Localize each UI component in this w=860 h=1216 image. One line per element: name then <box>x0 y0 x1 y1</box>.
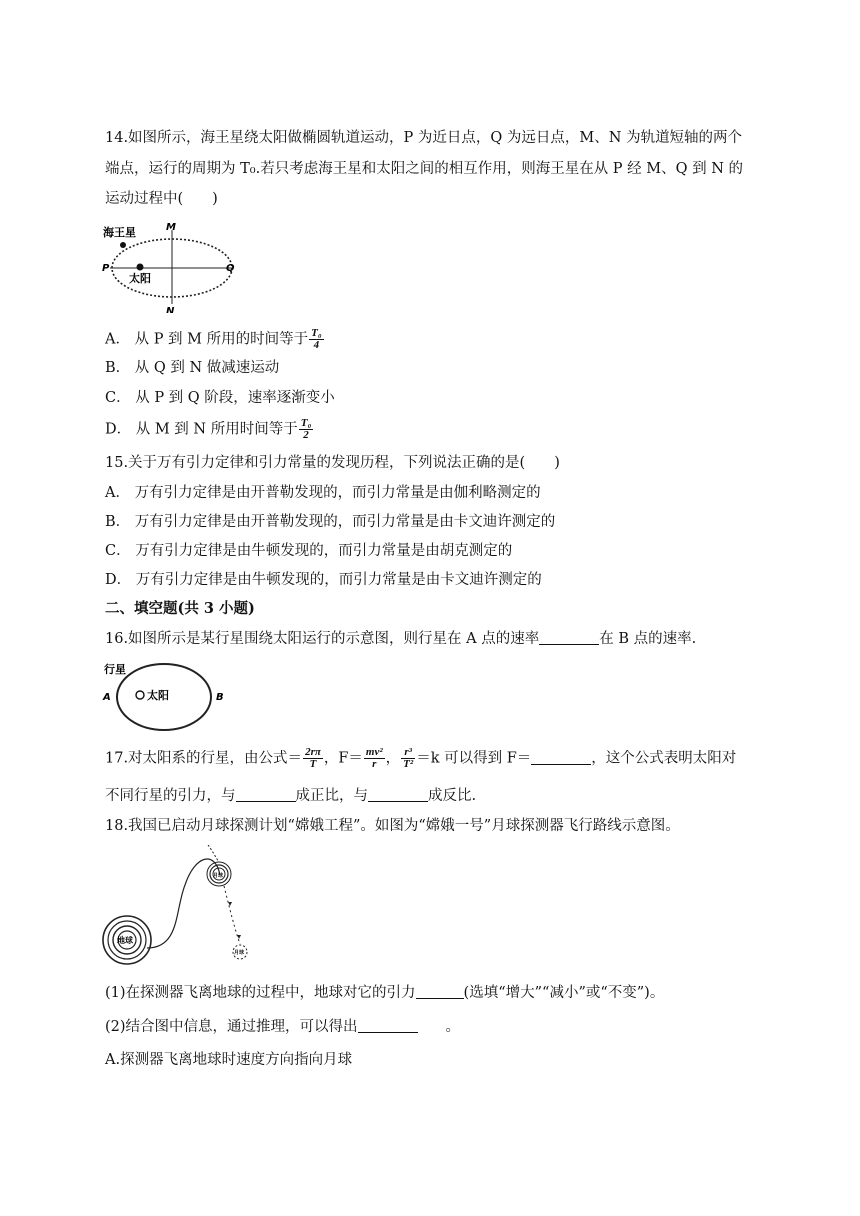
fraction-mv2-r: $\frac{\text{mv²}}{r}$ <box>365 746 383 770</box>
label-B: B <box>216 692 224 703</box>
q15-option-b[interactable]: B． 万有引力定律是由开普勒发现的，而引力常量是由卡文迪许测定的 <box>105 514 556 530</box>
q17-blank-1[interactable] <box>531 750 591 765</box>
q18-option-a[interactable]: A.探测器飞离地球时速度方向指向月球 <box>105 1052 353 1068</box>
q15-stem: 15.关于万有引力定律和引力常量的发现历程，下列说法正确的是( ) <box>105 455 560 471</box>
change-probe-trajectory-figure <box>100 840 270 970</box>
q14-option-b[interactable]: B． 从 Q 到 N 做减速运动 <box>105 360 280 376</box>
label-M: M <box>166 222 176 233</box>
label-sun: 太阳 <box>129 272 151 285</box>
label-A: A <box>103 692 111 703</box>
label-Q: Q <box>226 263 235 274</box>
q14-stem-line2: 端点，运行的周期为 T₀.若只考虑海王星和太阳之间的相互作用，则海王星在从 P 经 M、Q 到 N 的 <box>105 161 744 177</box>
q18-blank-2[interactable] <box>358 1018 418 1033</box>
neptune-orbit-figure <box>100 218 260 313</box>
q15-option-d[interactable]: D． 万有引力定律是由牛顿发现的，而引力常量是由卡文迪许测定的 <box>105 572 542 588</box>
fraction-t0-4: $\frac{\text{T₀}}{4}$ <box>311 327 322 351</box>
label-sun-16: 太阳 <box>147 689 169 702</box>
q14-option-c[interactable]: C． 从 P 到 Q 阶段，速率逐渐变小 <box>105 390 335 406</box>
label-moon-2: 月球 <box>234 950 245 956</box>
planet-orbit-figure <box>100 657 235 739</box>
fraction-r3-T2: $\frac{\text{r³}}{\text{T²}}$ <box>403 746 414 770</box>
q15-option-c[interactable]: C． 万有引力定律是由牛顿发现的，而引力常量是由胡克测定的 <box>105 543 513 559</box>
label-neptune: 海王星 <box>103 226 136 239</box>
q18-stem: 18.我国已启动月球探测计划“嫦娥工程”。如图为“嫦娥一号”月球探测器飞行路线示意图。 <box>105 818 680 834</box>
q14-stem-line3: 运动过程中( ) <box>105 191 218 207</box>
q15-option-a[interactable]: A． 万有引力定律是由开普勒发现的，而引力常量是由伽利略测定的 <box>105 485 541 501</box>
label-earth: 地球 <box>117 936 133 945</box>
q17-blank-2[interactable] <box>236 787 296 802</box>
q14-stem-line1: 14.如图所示，海王星绕太阳做椭圆轨道运动，P 为近日点，Q 为远日点，M、N 为轨道短轴的两个 <box>105 130 743 146</box>
q17-stem-line1: 17.对太阳系的行星，由公式＝ $\frac{2r\pi}{T}$ ，F＝ $\frac{\text{mv²}}{r}$ ， $\frac{\text{r³}}{\text{T²}}$ ＝k 可以得到 F＝ ，这个公式表明太阳对 <box>105 746 737 770</box>
q17-stem-line2: 不同行星的引力，与 成正比，与 成反比. <box>105 788 477 804</box>
q16-blank[interactable] <box>539 630 599 645</box>
label-P: P <box>102 263 110 274</box>
q14-option-d-text: D． 从 M 到 N 所用时间等于 <box>105 421 298 438</box>
q18-sub1: (1)在探测器飞离地球的过程中，地球对它的引力 (选填“增大”“减小”或“不变”)。 <box>105 985 665 1001</box>
neptune-dot <box>120 242 126 248</box>
q17-blank-3[interactable] <box>368 787 428 802</box>
q14-option-d[interactable] <box>105 418 314 441</box>
label-moon: 月球 <box>213 873 224 879</box>
sun-dot <box>137 264 144 271</box>
q18-sub2: (2)结合图中信息，通过推理，可以得出 。 <box>105 1019 461 1035</box>
label-N: N <box>166 306 175 313</box>
q18-blank-1[interactable] <box>416 984 464 999</box>
q14-option-a[interactable] <box>105 328 325 351</box>
q14-option-a-text: A． 从 P 到 M 所用的时间等于 <box>105 331 309 348</box>
label-planet: 行星 <box>104 663 126 676</box>
q16-stem: 16.如图所示是某行星围绕太阳运行的示意图，则行星在 A 点的速率 在 B 点的速率. <box>105 631 697 647</box>
fraction-2rpi-T: $\frac{2r\pi}{T}$ <box>305 746 321 770</box>
sun-circle <box>136 691 144 699</box>
fraction-t0-2: $\frac{\text{T₀}}{2}$ <box>300 417 312 441</box>
section-title-fill-in: 二、填空题(共 3 小题) <box>105 600 255 617</box>
